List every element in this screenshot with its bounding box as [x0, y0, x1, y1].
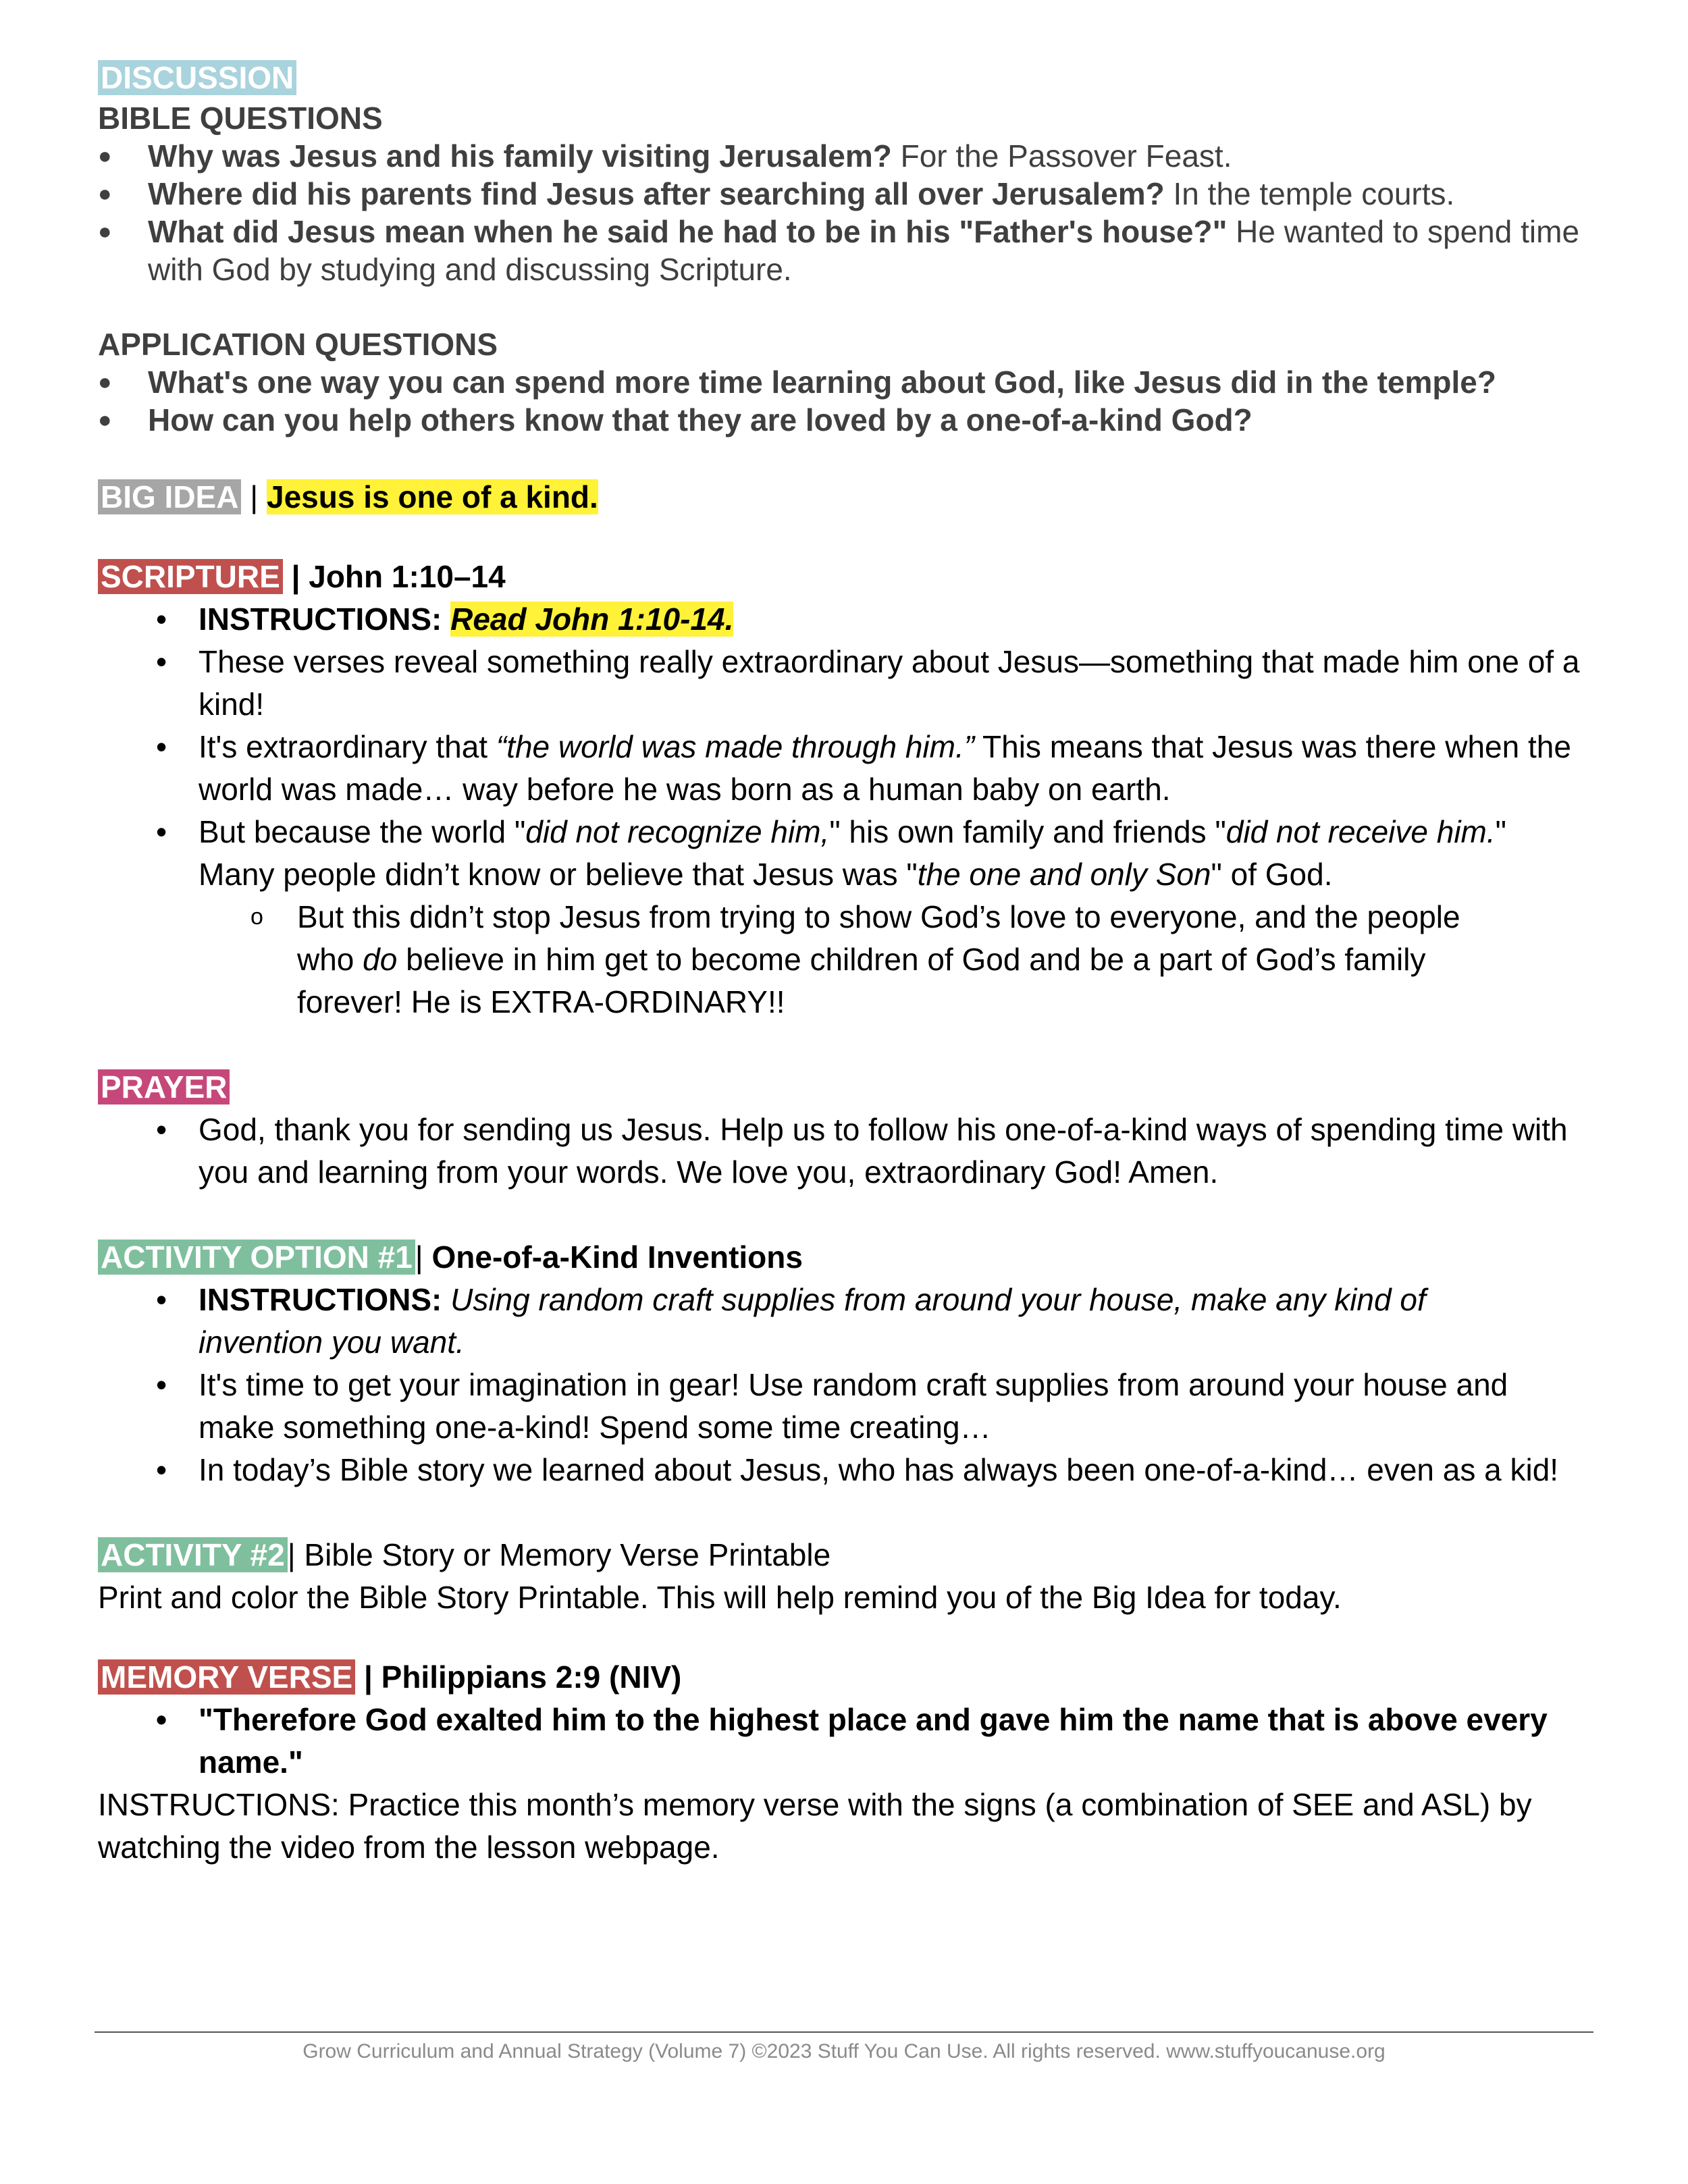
list-item: • These verses reveal something really extraordinary about Jesus—something that made him one of a kind! — [98, 641, 1590, 726]
list-item: ● Why was Jesus and his family visiting Jerusalem? For the Passover Feast. — [98, 137, 1590, 175]
big-idea-row: BIG IDEA | Jesus is one of a kind. — [98, 476, 1590, 518]
list-item: ● How can you help others know that they are loved by a one-of-a-kind God? — [98, 401, 1590, 439]
activity1-label: ACTIVITY OPTION #1 — [98, 1240, 415, 1275]
list-item: ● Where did his parents find Jesus after searching all over Jerusalem? In the temple courts. — [98, 175, 1590, 213]
list-item: • INSTRUCTIONS: Using random craft supplies from around your house, make any kind of invention you want. — [98, 1279, 1590, 1364]
activity2-title: | Bible Story or Memory Verse Printable — [287, 1537, 831, 1572]
activity1-title: One-of-a-Kind Inventions — [431, 1240, 803, 1275]
activity2-text: Print and color the Bible Story Printable. This will help remind you of the Big Idea for today. — [98, 1580, 1342, 1615]
activity2-label: ACTIVITY #2 — [98, 1537, 288, 1572]
discussion-label: DISCUSSION — [98, 60, 296, 95]
scripture-row — [98, 556, 1590, 598]
scripture-reference: | John 1:10–14 — [282, 559, 506, 594]
page-content — [98, 57, 1590, 1869]
prayer-label: PRAYER — [98, 1069, 230, 1104]
application-questions-list — [98, 363, 1590, 439]
memory-verse-reference: | Philippians 2:9 (NIV) — [355, 1659, 682, 1695]
big-idea-label: BIG IDEA — [98, 479, 241, 514]
bible-questions-heading: BIBLE QUESTIONS — [98, 101, 383, 136]
activity1-row: ACTIVITY OPTION #1| One-of-a-Kind Inventions — [98, 1236, 1590, 1279]
list-item: • It's time to get your imagination in gear! Use random craft supplies from around your house and make something one-a-kind! Spend some time creating… — [98, 1364, 1590, 1449]
list-item: • INSTRUCTIONS: Read John 1:10-14. — [98, 598, 1590, 641]
list-item: o But this didn’t stop Jesus from trying to show God’s love to everyone, and the people who do believe in him get to become children of God and be a part of God’s family forever! He is EXTRA-ORDINARY!! — [98, 896, 1590, 1023]
application-questions-heading: APPLICATION QUESTIONS — [98, 327, 498, 362]
list-item: ● What did Jesus mean when he said he had to be in his "Father's house?" He wanted to spend time with God by studying and discussing Scripture. — [98, 213, 1590, 288]
scripture-list — [98, 598, 1590, 896]
memory-verse-list — [98, 1699, 1590, 1784]
footer-copyright: Grow Curriculum and Annual Strategy (Volume 7) ©2023 Stuff You Can Use. All rights reserved. www.stuffyoucanuse.org — [302, 2040, 1386, 2062]
scripture-label: SCRIPTURE — [98, 559, 283, 594]
big-idea-text: Jesus is one of a kind. — [266, 479, 598, 514]
prayer-list — [98, 1109, 1590, 1194]
footer-divider — [95, 2031, 1593, 2033]
activity2-row — [98, 1534, 1590, 1576]
list-item: • But because the world "did not recognize him," his own family and friends "did not receive him." Many people didn’t know or believe that Jesus was "the one and only Son" of God. — [98, 811, 1590, 896]
activity1-list — [98, 1279, 1590, 1491]
list-item: • God, thank you for sending us Jesus. Help us to follow his one-of-a-kind ways of spending time with you and learning from your words. We love you, extraordinary God! Amen. — [98, 1109, 1590, 1194]
list-item: ● What's one way you can spend more time learning about God, like Jesus did in the temple? — [98, 363, 1590, 401]
memory-verse-label: MEMORY VERSE — [98, 1659, 355, 1695]
list-item: • "Therefore God exalted him to the highest place and gave him the name that is above every name." — [98, 1699, 1590, 1784]
memory-verse-instructions: INSTRUCTIONS: Practice this month’s memory verse with the signs (a combination of SEE and ASL) by watching the video from the lesson webpage. — [98, 1787, 1532, 1865]
memory-verse-row — [98, 1656, 1590, 1699]
scripture-sub-list — [98, 896, 1590, 1023]
list-item: • In today’s Bible story we learned about Jesus, who has always been one-of-a-kind… even as a kid! — [98, 1449, 1590, 1491]
list-item: • It's extraordinary that “the world was made through him.” This means that Jesus was there when the world was made… way before he was born as a human baby on earth. — [98, 726, 1590, 811]
bible-questions-list — [98, 137, 1590, 288]
